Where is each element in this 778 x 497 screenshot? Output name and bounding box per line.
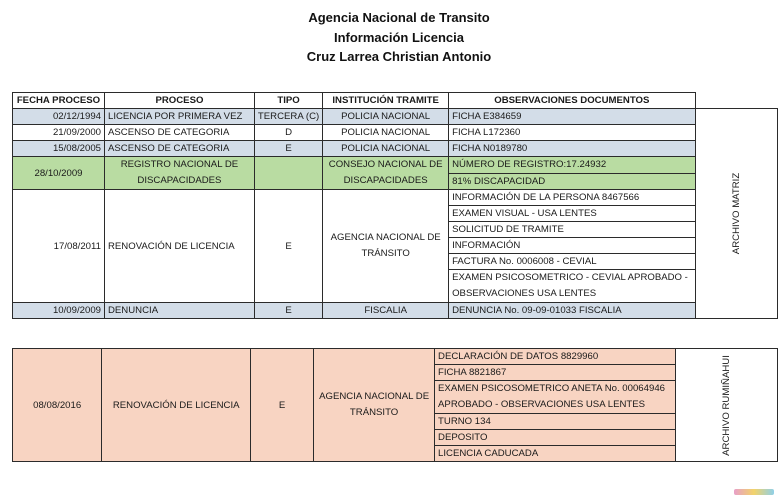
cell-observacion: LICENCIA CADUCADA [435,446,676,462]
cell-tipo: TERCERA (C) [254,109,322,125]
cell-institucion: POLICIA NACIONAL [323,125,449,141]
cell-observacion: FACTURA No. 0006008 - CEVIAL [449,254,696,270]
cell-tipo: E [251,349,314,462]
cell-tipo: D [254,125,322,141]
cell-proceso: ASCENSO DE CATEGORIA [104,141,254,157]
table-row [13,349,778,365]
cell-fecha: 17/08/2011 [13,190,105,303]
cell-institucion: POLICIA NACIONAL [323,109,449,125]
person-name: Cruz Larrea Christian Antonio [306,49,492,64]
cell-tipo: E [254,190,322,303]
cell-observacion: DEPOSITO [435,430,676,446]
col-fecha: FECHA PROCESO [13,93,105,109]
cell-observacion: TURNO 134 [435,414,676,430]
cell-observacion: EXAMEN VISUAL - USA LENTES [449,206,696,222]
cell-observacion: FICHA 8821867 [435,365,676,381]
cell-proceso: RENOVACIÓN DE LICENCIA [104,190,254,303]
col-institucion: INSTITUCIÓN TRAMITE [323,93,449,109]
watermark-logo [734,489,774,495]
cell-tipo: E [254,141,322,157]
cell-observacion: NÚMERO DE REGISTRO:17.24932 [449,157,696,174]
cell-proceso: LICENCIA POR PRIMERA VEZ [104,109,254,125]
table-row [13,141,778,157]
cell-fecha: 02/12/1994 [13,109,105,125]
cell-institucion: CONSEJO NACIONAL DE DISCAPACIDADES [323,157,449,190]
archivo-rumi-label: ARCHIVO RUMIÑAHUI [676,349,778,462]
cell-fecha: 08/08/2016 [13,349,102,462]
cell-institucion: POLICIA NACIONAL [323,141,449,157]
cell-observacion: EXAMEN PSICOSOMETRICO ANETA No. 00064946 APROBADO - OBSERVACIONES USA LENTES [435,381,676,414]
cell-institucion: AGENCIA NACIONAL DE TRÁNSITO [323,190,449,303]
col-proceso: PROCESO [104,93,254,109]
cell-proceso: RENOVACIÓN DE LICENCIA [102,349,251,462]
license-table-matriz [12,92,778,319]
cell-observacion: FICHA E384659 [449,109,696,125]
cell-proceso: DENUNCIA [104,303,254,319]
cell-observacion: INFORMACIÓN DE LA PERSONA 8467566 [449,190,696,206]
cell-observacion: SOLICITUD DE TRAMITE [449,222,696,238]
agency-title: Agencia Nacional de Transito [308,10,490,25]
table-row [13,190,778,206]
cell-observacion: 81% DISCAPACIDAD [449,173,696,190]
table-row [13,125,778,141]
header-spacer [695,93,777,109]
cell-observacion: FICHA L172360 [449,125,696,141]
cell-fecha: 15/08/2005 [13,141,105,157]
archivo-matriz-label: ARCHIVO MATRIZ [695,109,777,319]
cell-institucion: FISCALIA [323,303,449,319]
table-row [13,303,778,319]
cell-observacion: DECLARACIÓN DE DATOS 8829960 [435,349,676,365]
col-tipo: TIPO [254,93,322,109]
table-header-row [13,93,778,109]
cell-tipo: E [254,303,322,319]
col-observaciones: OBSERVACIONES DOCUMENTOS [449,93,696,109]
cell-observacion: EXAMEN PSICOSOMETRICO - CEVIAL APROBADO - OBSERVACIONES USA LENTES [449,270,696,303]
cell-fecha: 10/09/2009 [13,303,105,319]
cell-observacion: INFORMACIÓN [449,238,696,254]
cell-fecha: 21/09/2000 [13,125,105,141]
cell-proceso: REGISTRO NACIONAL DE DISCAPACIDADES [104,157,254,190]
cell-tipo [254,157,322,190]
cell-observacion: DENUNCIA No. 09-09-01033 FISCALIA [449,303,696,319]
document-header [0,8,778,67]
document-title: Información Licencia [333,29,465,45]
license-table-rumi [12,348,778,462]
table-row [13,109,778,125]
cell-observacion: FICHA N0189780 [449,141,696,157]
cell-institucion: AGENCIA NACIONAL DE TRÁNSITO [314,349,435,462]
cell-proceso: ASCENSO DE CATEGORIA [104,125,254,141]
cell-fecha: 28/10/2009 [13,157,105,190]
table-row [13,157,778,174]
